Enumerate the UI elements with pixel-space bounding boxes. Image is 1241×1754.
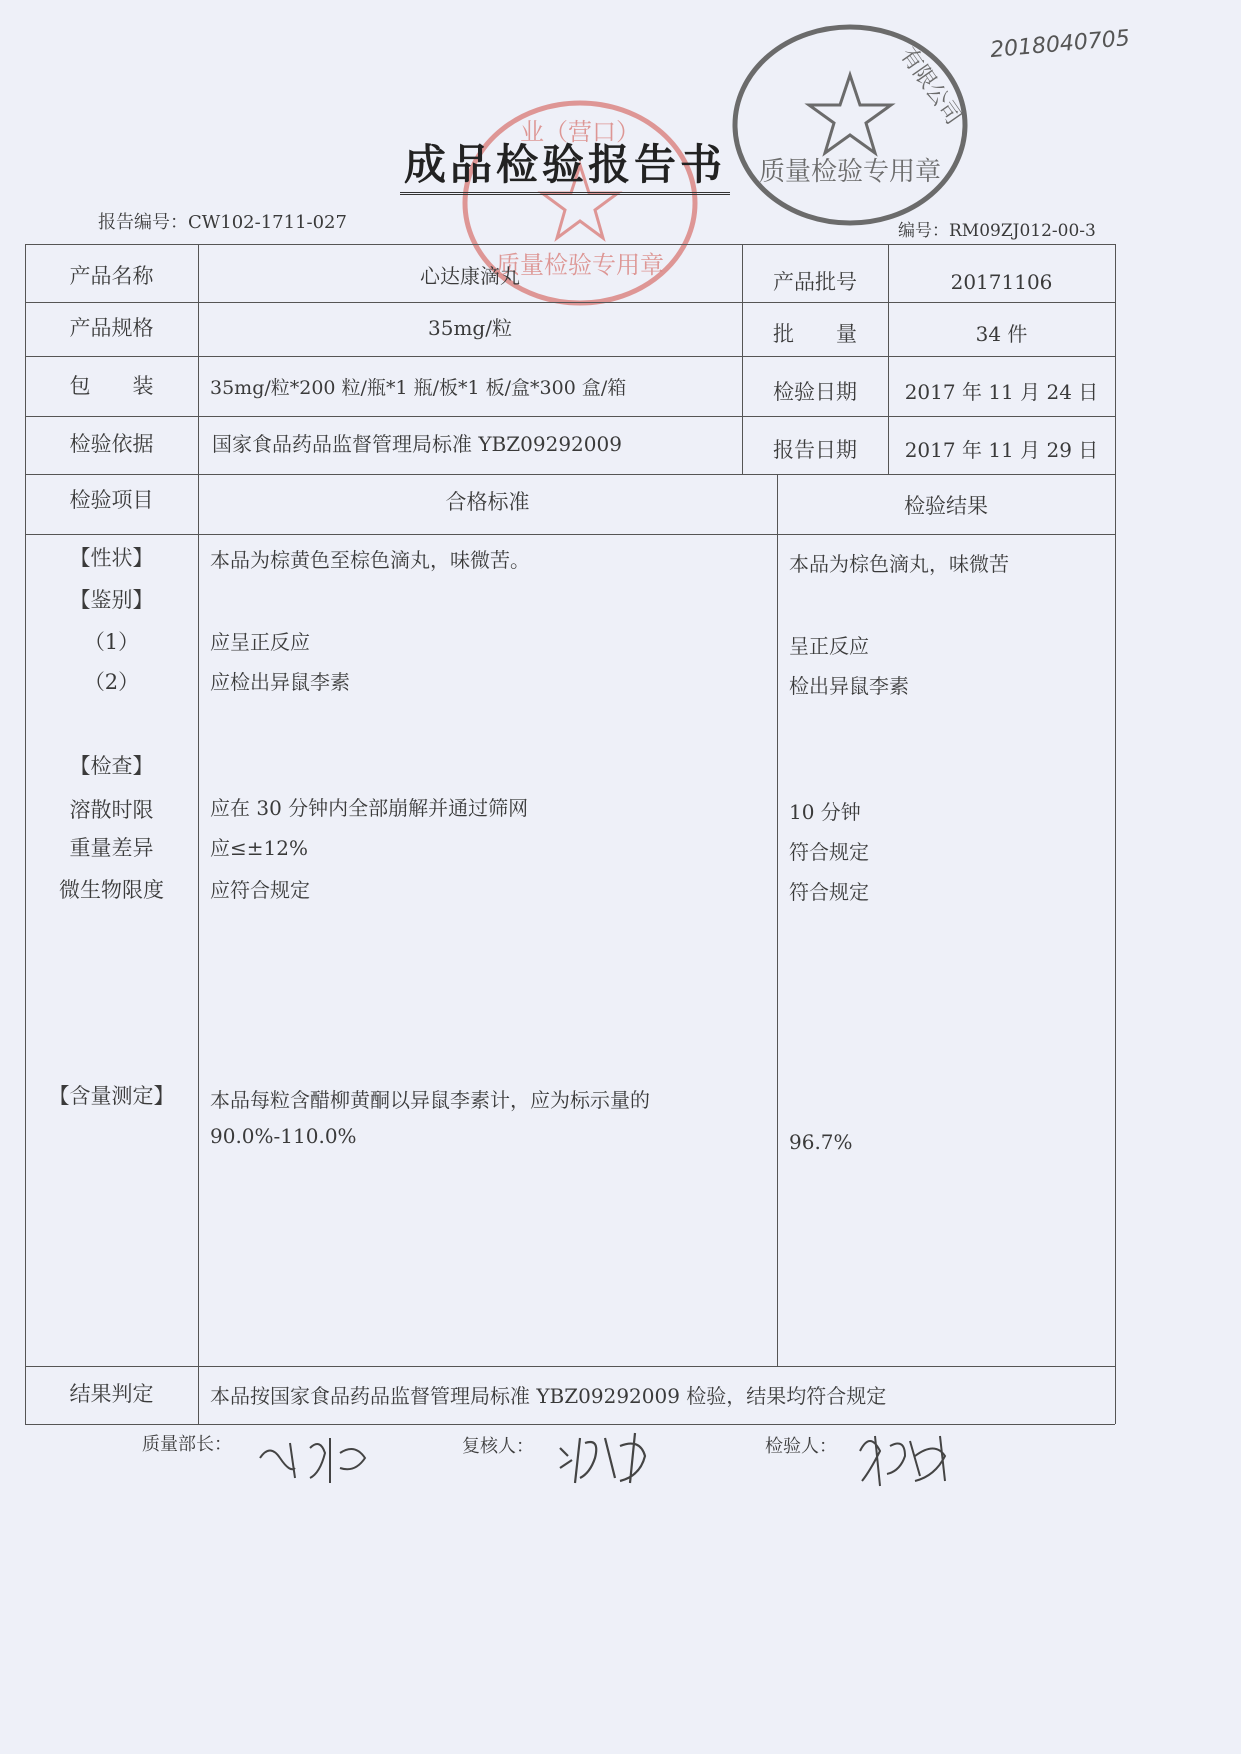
reviewer-signature: [555, 1428, 665, 1488]
microbe-standard: 应符合规定: [210, 878, 310, 902]
svg-text:质量检验专用章: 质量检验专用章: [496, 251, 664, 279]
quality-seal-stamp: [725, 20, 975, 230]
col-header-standard: 合格标准: [445, 490, 530, 514]
product-name-label: 产品名称: [69, 264, 154, 288]
qa-head-signature: [255, 1428, 385, 1488]
test-date-label: 检验日期: [773, 380, 857, 404]
batch-no-label: 产品批号: [773, 270, 857, 294]
table-border-top: [25, 244, 1115, 245]
report-date-label: 报告日期: [773, 438, 857, 462]
assay-standard-line2: 90.0%-110.0%: [210, 1124, 357, 1148]
report-date: 2017 年 11 月 29 日: [904, 438, 1099, 462]
item-inspection: 【检查】: [69, 754, 154, 778]
weight-standard: 应≤±12%: [210, 836, 308, 860]
weight-result: 符合规定: [789, 840, 869, 864]
conclusion-label: 结果判定: [69, 1382, 154, 1406]
svg-text:业（营口）: 业（营口）: [520, 118, 640, 146]
test-date: 2017 年 11 月 24 日: [904, 380, 1099, 404]
item-id2: （2）: [83, 670, 140, 694]
assay-result: 96.7%: [789, 1130, 853, 1154]
spec: 35mg/粒: [428, 316, 512, 340]
quantity: 34 件: [975, 322, 1028, 346]
package-label: 包 装: [69, 374, 154, 398]
dissolution-standard: 应在 30 分钟内全部崩解并通过筛网: [210, 796, 529, 820]
assay-standard-line1: 本品每粒含醋柳黄酮以异鼠李素计，应为标示量的: [210, 1088, 650, 1112]
inspector-label: 检验人：: [765, 1436, 837, 1457]
dissolution-result: 10 分钟: [789, 800, 861, 824]
inspector-signature: [855, 1426, 965, 1490]
basis-label: 检验依据: [69, 432, 154, 456]
package: 35mg/粒*200 粒/瓶*1 瓶/板*1 板/盒*300 盒/箱: [210, 377, 627, 399]
page-title: 成品检验报告书: [400, 138, 730, 195]
report-number: 报告编号：CW102-1711-027: [98, 212, 347, 233]
id2-standard: 应检出异鼠李素: [210, 670, 350, 694]
quantity-label: 批 量: [773, 322, 857, 346]
col-header-result: 检验结果: [904, 494, 988, 518]
spec-label: 产品规格: [69, 316, 154, 340]
svg-text:有限公司: 有限公司: [894, 43, 966, 130]
table-border-bottom: [25, 1424, 1115, 1425]
id2-result: 检出异鼠李素: [789, 674, 909, 698]
handwritten-note: 2018040705: [989, 25, 1131, 64]
item-microbe: 微生物限度: [59, 878, 164, 902]
star-icon: [809, 75, 891, 153]
basis: 国家食品药品监督管理局标准 YBZ09292009: [212, 432, 622, 456]
item-appearance: 【性状】: [69, 546, 154, 570]
microbe-result: 符合规定: [789, 880, 869, 904]
col-header-item: 检验项目: [69, 488, 154, 512]
id1-standard: 应呈正反应: [210, 630, 310, 654]
batch-no: 20171106: [950, 270, 1053, 294]
seal-text: 质量检验专用章: [758, 157, 942, 187]
document-number: 编号：RM09ZJ012-00-3: [898, 221, 1096, 241]
item-id1: （1）: [83, 630, 140, 654]
reviewer-label: 复核人：: [462, 1436, 534, 1457]
id1-result: 呈正反应: [789, 634, 869, 658]
product-name: 心达康滴丸: [420, 264, 520, 288]
qa-head-label: 质量部长：: [142, 1434, 232, 1455]
conclusion: 本品按国家食品药品监督管理局标准 YBZ09292009 检验，结果均符合规定: [210, 1384, 887, 1408]
appearance-standard: 本品为棕黄色至棕色滴丸，味微苦。: [210, 548, 530, 572]
item-weight: 重量差异: [69, 836, 154, 860]
appearance-result: 本品为棕色滴丸，味微苦: [789, 552, 1009, 576]
item-identification: 【鉴别】: [69, 588, 154, 612]
item-dissolution: 溶散时限: [69, 798, 154, 822]
item-assay: 【含量测定】: [48, 1084, 175, 1108]
